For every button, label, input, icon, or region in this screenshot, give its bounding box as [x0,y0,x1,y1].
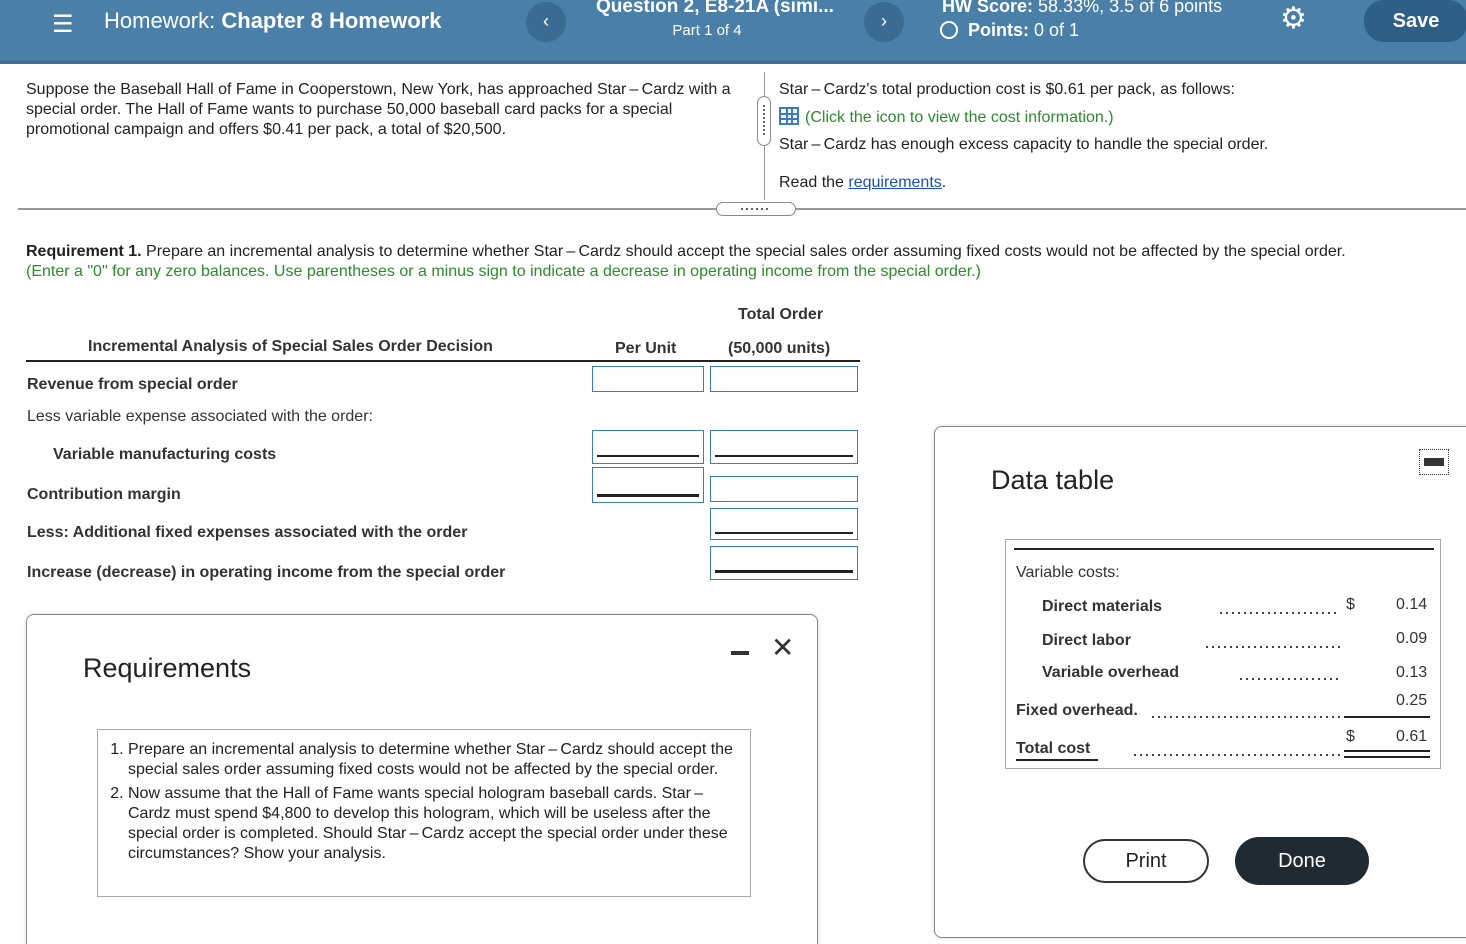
progress-ring-icon [940,21,958,39]
requirements-title: Requirements [83,653,252,683]
hamburger-icon[interactable]: ☰ [52,11,74,38]
homework-prefix: Homework: [104,8,216,33]
points-label: Points: [968,20,1029,40]
requirements-list-box [97,729,751,897]
read-prefix: Read the [779,174,849,191]
row-contribution: Contribution margin [27,486,181,503]
requirement-1-label: Requirement 1. [26,243,142,260]
leader-dots [1134,754,1340,756]
revenue-per-unit-input[interactable] [592,366,704,392]
data-table-title: Data table [991,465,1115,495]
minimize-icon[interactable] [1419,449,1449,475]
cost-line: Star – Cardz's total production cost is $0.61 per pack, as follows: [779,81,1235,98]
done-button[interactable]: Done [1235,837,1369,885]
direct-materials-label: Direct materials [1042,598,1163,615]
horizontal-resize-handle[interactable] [716,202,796,216]
variable-overhead-label: Variable overhead [1042,664,1179,681]
col-total-order: Total Order [738,306,824,323]
requirements-list [110,740,738,864]
minimize-icon[interactable] [731,641,751,661]
question-details [779,80,1459,200]
row-revenue: Revenue from special order [27,376,238,393]
row-less-fixed: Less: Additional fixed expenses associated with the order [27,524,468,541]
col-per-unit: Per Unit [615,340,677,357]
analysis-title: Incremental Analysis of Special Sales Order Decision [88,338,493,355]
close-icon[interactable]: ✕ [771,632,795,663]
dl-value: 0.09 [1396,630,1428,647]
total-currency: $ [1346,728,1355,745]
next-question-button[interactable]: › [864,2,904,42]
cost-table [1005,539,1441,769]
score-label: HW Score: [942,0,1034,16]
variable-costs-label: Variable costs: [1016,564,1120,581]
header-rule [26,360,860,362]
points-value: 0 of 1 [1034,20,1080,40]
dm-value: 0.14 [1396,596,1428,613]
leader-dots [1152,716,1340,718]
requirements-link[interactable]: requirements [848,174,942,191]
read-requirements [779,173,1459,193]
requirement-1-text: Prepare an incremental analysis to determine whether Star – Cardz should accept the special sales order assuming fixed costs would not be affected by the special order. [141,243,1346,260]
data-table-dialog [934,426,1466,938]
homework-name: Chapter 8 Homework [221,8,442,33]
total-double-rule-top [1344,750,1430,752]
leader-dots [1220,612,1340,614]
requirements-dialog [26,614,818,944]
leader-dots [1206,646,1340,648]
previous-question-button[interactable]: ‹ [526,2,566,42]
requirement-item: 1. Prepare an incremental analysis to determine whether Star – Cardz should accept the special sales order assuming fixed costs would not be affected by the special order. [128,740,738,780]
contribution-per-unit-input[interactable] [592,467,704,503]
print-button[interactable]: Print [1083,839,1209,883]
gear-icon[interactable]: ⚙ [1280,2,1307,35]
subtotal-rule [1344,716,1430,718]
read-suffix: . [941,174,947,191]
row-increase: Increase (decrease) in operating income from the special order [27,564,506,581]
var-mfg-per-unit-input[interactable] [592,430,704,464]
col-total-units: (50,000 units) [728,340,831,357]
fixed-total-input[interactable] [710,508,858,540]
increase-total-input[interactable] [710,546,858,580]
double-underline [597,494,699,497]
hw-score [942,0,1222,17]
vo-value: 0.13 [1396,664,1428,681]
table-icon[interactable] [779,107,799,125]
double-underline [715,570,853,573]
row-less-variable: Less variable expense associated with the order: [27,408,373,425]
dm-currency: $ [1346,596,1355,613]
underline [597,455,699,457]
question-intro: Suppose the Baseball Hall of Fame in Cooperstown, New York, has approached Star – Cardz with a special order. The Hall of Fame wants to purchase 50,000 baseball card packs for a special promotional campaign and offers $0.41 per pack, a total of $20,500. [26,81,731,138]
contribution-total-input[interactable] [710,476,858,502]
total-label-rule [1016,759,1098,761]
top-bar [0,0,1466,64]
underline [715,532,853,534]
requirement-1 [26,242,1462,282]
underline [715,455,853,457]
table-top-rule [1014,548,1434,550]
revenue-total-input[interactable] [710,366,858,392]
total-cost-label: Total cost [1016,740,1091,757]
question-title: Question 2, E8-21A (simi... [596,0,834,17]
leader-dots [1240,678,1340,680]
direct-labor-label: Direct labor [1042,632,1131,649]
homework-title [104,8,441,34]
fo-value: 0.25 [1396,692,1428,709]
fixed-overhead-label: Fixed overhead. [1016,702,1138,719]
cost-info-hint: (Click the icon to view the cost information.) [805,109,1114,126]
save-button[interactable]: Save [1364,0,1466,42]
total-double-rule-bottom [1344,756,1430,758]
capacity-line: Star – Cardz has enough excess capacity to handle the special order. [779,136,1269,153]
score-value: 58.33%, 3.5 of 6 points [1038,0,1223,16]
row-variable-mfg: Variable manufacturing costs [53,446,277,463]
requirement-item: 2. Now assume that the Hall of Fame wants special hologram baseball cards. Star – Cardz must spend $4,800 to develop this hologram, which will be useless after the special order is completed. Should Star – Cardz accept the special order under these circumstances? Show your analysis. [128,784,738,864]
total-value: 0.61 [1396,728,1428,745]
points [940,20,1079,41]
var-mfg-total-input[interactable] [710,430,858,464]
question-part: Part 1 of 4 [672,22,742,39]
cost-info-link[interactable] [779,107,1459,128]
requirement-1-hint: (Enter a "0" for any zero balances. Use parentheses or a minus sign to indicate a decrease in operating income from the special order.) [26,263,981,280]
vertical-resize-handle[interactable] [757,96,771,146]
